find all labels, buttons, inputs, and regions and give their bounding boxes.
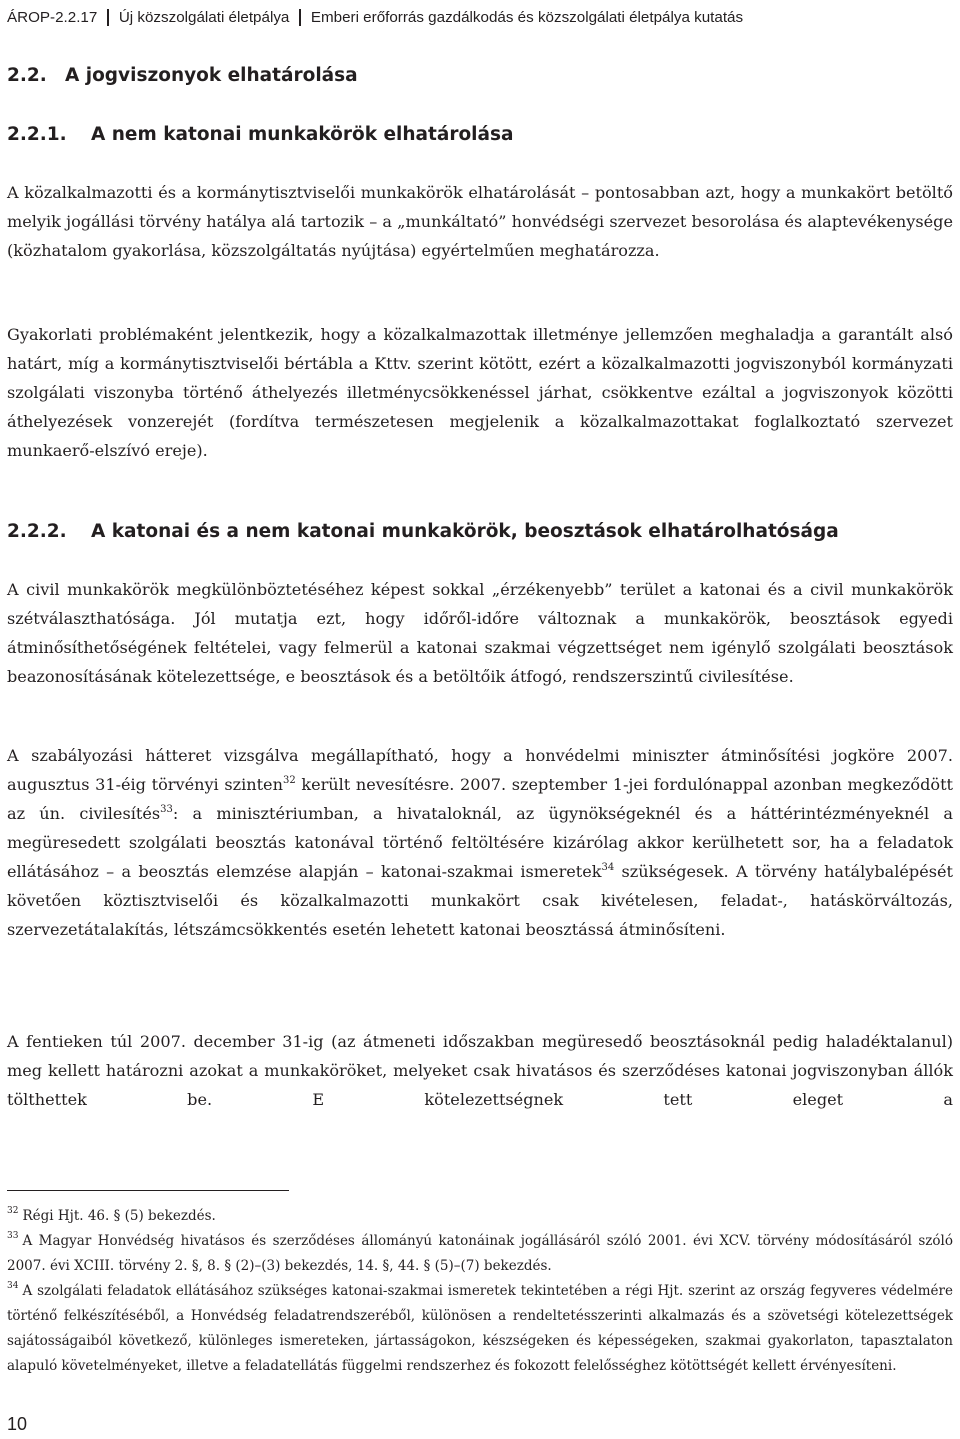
header-subtitle: Emberi erőforrás gazdálkodás és közszolgálati életpálya kutatás	[310, 8, 744, 26]
subsection-title: A katonai és a nem katonai munkakörök, beosztások elhatárolhatósága	[91, 521, 839, 542]
footnote-33	[7, 1229, 953, 1279]
page-number: 10	[7, 1414, 28, 1434]
subsection-heading-1	[7, 124, 514, 145]
paragraph-4	[7, 741, 953, 944]
footnote-number: 33	[7, 1231, 19, 1241]
paragraph-3: A civil munkakörök megkülönböztetéséhez képest sokkal „érzékenyebb” terület a katonai és a civil munkakörök szétválaszthatósága. Jól mutatja ezt, hogy időről-időre változnak a munkakörök, beosztások egyedi átminősíthetőségének feltételei, vagy felmerül a katonai szakmai végzettséget nem igénylő szolgálati beosztások beazonosításának kötelezettsége, e beosztások és a betöltőik átfogó, rendszerszintű civilesítése.	[7, 580, 953, 686]
running-header	[7, 6, 953, 28]
footnote-text: Régi Hjt. 46. § (5) bekezdés.	[22, 1208, 216, 1224]
header-program: Új közszolgálati életpálya	[118, 8, 290, 26]
footnote-32	[7, 1204, 953, 1229]
footnote-34	[7, 1279, 953, 1379]
paragraph-1: A közalkalmazotti és a kormánytisztviselői munkakörök elhatárolását – pontosabban azt, hogy a munkakört betöltő melyik jogállási törvény hatálya alá tartozik – a „munkáltató” honvédségi szervezet besorolása és alaptevékenysége (közhatalom gyakorlása, közszolgáltatás nyújtása) egyértelműen meghatározza.	[7, 183, 953, 260]
footnote-number: 34	[7, 1281, 19, 1291]
header-code: ÁROP-2.2.17	[7, 8, 98, 26]
footnote-text: A szolgálati feladatok ellátásához szükséges katonai-szakmai ismeretek tekintetében a régi Hjt. szerint az ország fegyveres védelmére történő felkészítéséből, a Honvédség feladatrendszeréből, különösen a rendeltetésszerinti alkalmazás és a szövetségi kötelezettségek sajátosságaiból következő, különleges ismereteken, jártasságokon, készségeken és képességeken, szakmai gyakorlaton, tapasztalaton alapuló követelményeket, illetve a feladatellátás függelmi rendszerhez és fokozott felelősséghez kötöttségét kellett érvényesíteni.	[7, 1283, 953, 1374]
header-separator	[299, 9, 301, 26]
footnote-ref-32[interactable]: 32	[282, 775, 296, 786]
paragraph-2: Gyakorlati problémaként jelentkezik, hogy a közalkalmazottak illetménye jellemzően meghaladja a garantált alsó határt, míg a kormánytisztviselői bértábla a Kttv. szerint kötött, ezért a közalkalmazotti jogviszonyból kormányzati szolgálati viszonyba történő áthelyezés illetménycsökkenéssel járhat, csökkentve ezáltal a jogviszonyok közötti áthelyezések vonzerejét (fordítva természetesen megjelenik a közalkalmazottakat foglalkoztató szervezet munkaerő-elszívó ereje).	[7, 325, 953, 460]
subsection-heading-2	[7, 521, 839, 542]
subsection-number: 2.2.2.	[7, 521, 67, 542]
section-heading	[7, 65, 358, 86]
section-number: 2.2.	[7, 65, 47, 86]
subsection-number: 2.2.1.	[7, 124, 67, 145]
header-separator	[107, 9, 109, 26]
paragraph-4-text: került nevesítésre. 2007. szeptember 1-jei fordulónappal azonban megkeződött az ún. civilesítés	[7, 775, 953, 823]
footnote-ref-34[interactable]: 34	[601, 862, 615, 873]
subsection-title: A nem katonai munkakörök elhatárolása	[91, 124, 514, 145]
paragraph-4-text: A szabályozási hátteret vizsgálva megállapítható, hogy a honvédelmi miniszter átminősítési jogköre 2007. augusztus 31-éig törvényi szinten	[7, 746, 953, 794]
section-title: A jogviszonyok elhatárolása	[65, 65, 358, 86]
footnote-divider	[7, 1190, 289, 1191]
paragraph-5: A fentieken túl 2007. december 31-ig (az átmeneti időszakban megüresedő beosztásoknál pedig haladéktalanul) meg kellett határozni azokat a munkaköröket, melyeket csak hivatásos és szerződéses katonai jogviszonyban állók tölthettek be. E kötelezettségnek tett eleget a	[7, 1032, 953, 1109]
footnotes	[7, 1204, 953, 1379]
paragraph-4-text: szükségesek. A törvény hatálybalépését követően köztisztviselői és közalkalmazotti munkakört csak kivételesen, feladat-, hatáskörváltozás, szervezetátalakítás, létszámcsökkentés esetén lehetett katonai beosztássá átminősíteni.	[7, 862, 953, 939]
footnote-number: 32	[7, 1206, 19, 1216]
paragraph-4-text: : a minisztériumban, a hivataloknál, az ügynökségeknél és a háttérintézményeknél a megüresedett szolgálati beosztás katonával történő feltöltésére kizárólag akkor kerülhetett sor, ha a feladatok ellátásához – a beosztás elemzése alapján – katonai-szakmai ismeretek	[7, 804, 953, 881]
footnote-text: A Magyar Honvédség hivatásos és szerződéses állományú katonáinak jogállásáról szóló 2001. évi XCV. törvény módosításáról szóló 2007. évi XCIII. törvény 2. §, 8. § (2)–(3) bekezdés, 14. §, 44. § (5)–(7) bekezdés.	[7, 1233, 953, 1274]
footnote-ref-33[interactable]: 33	[160, 804, 173, 815]
